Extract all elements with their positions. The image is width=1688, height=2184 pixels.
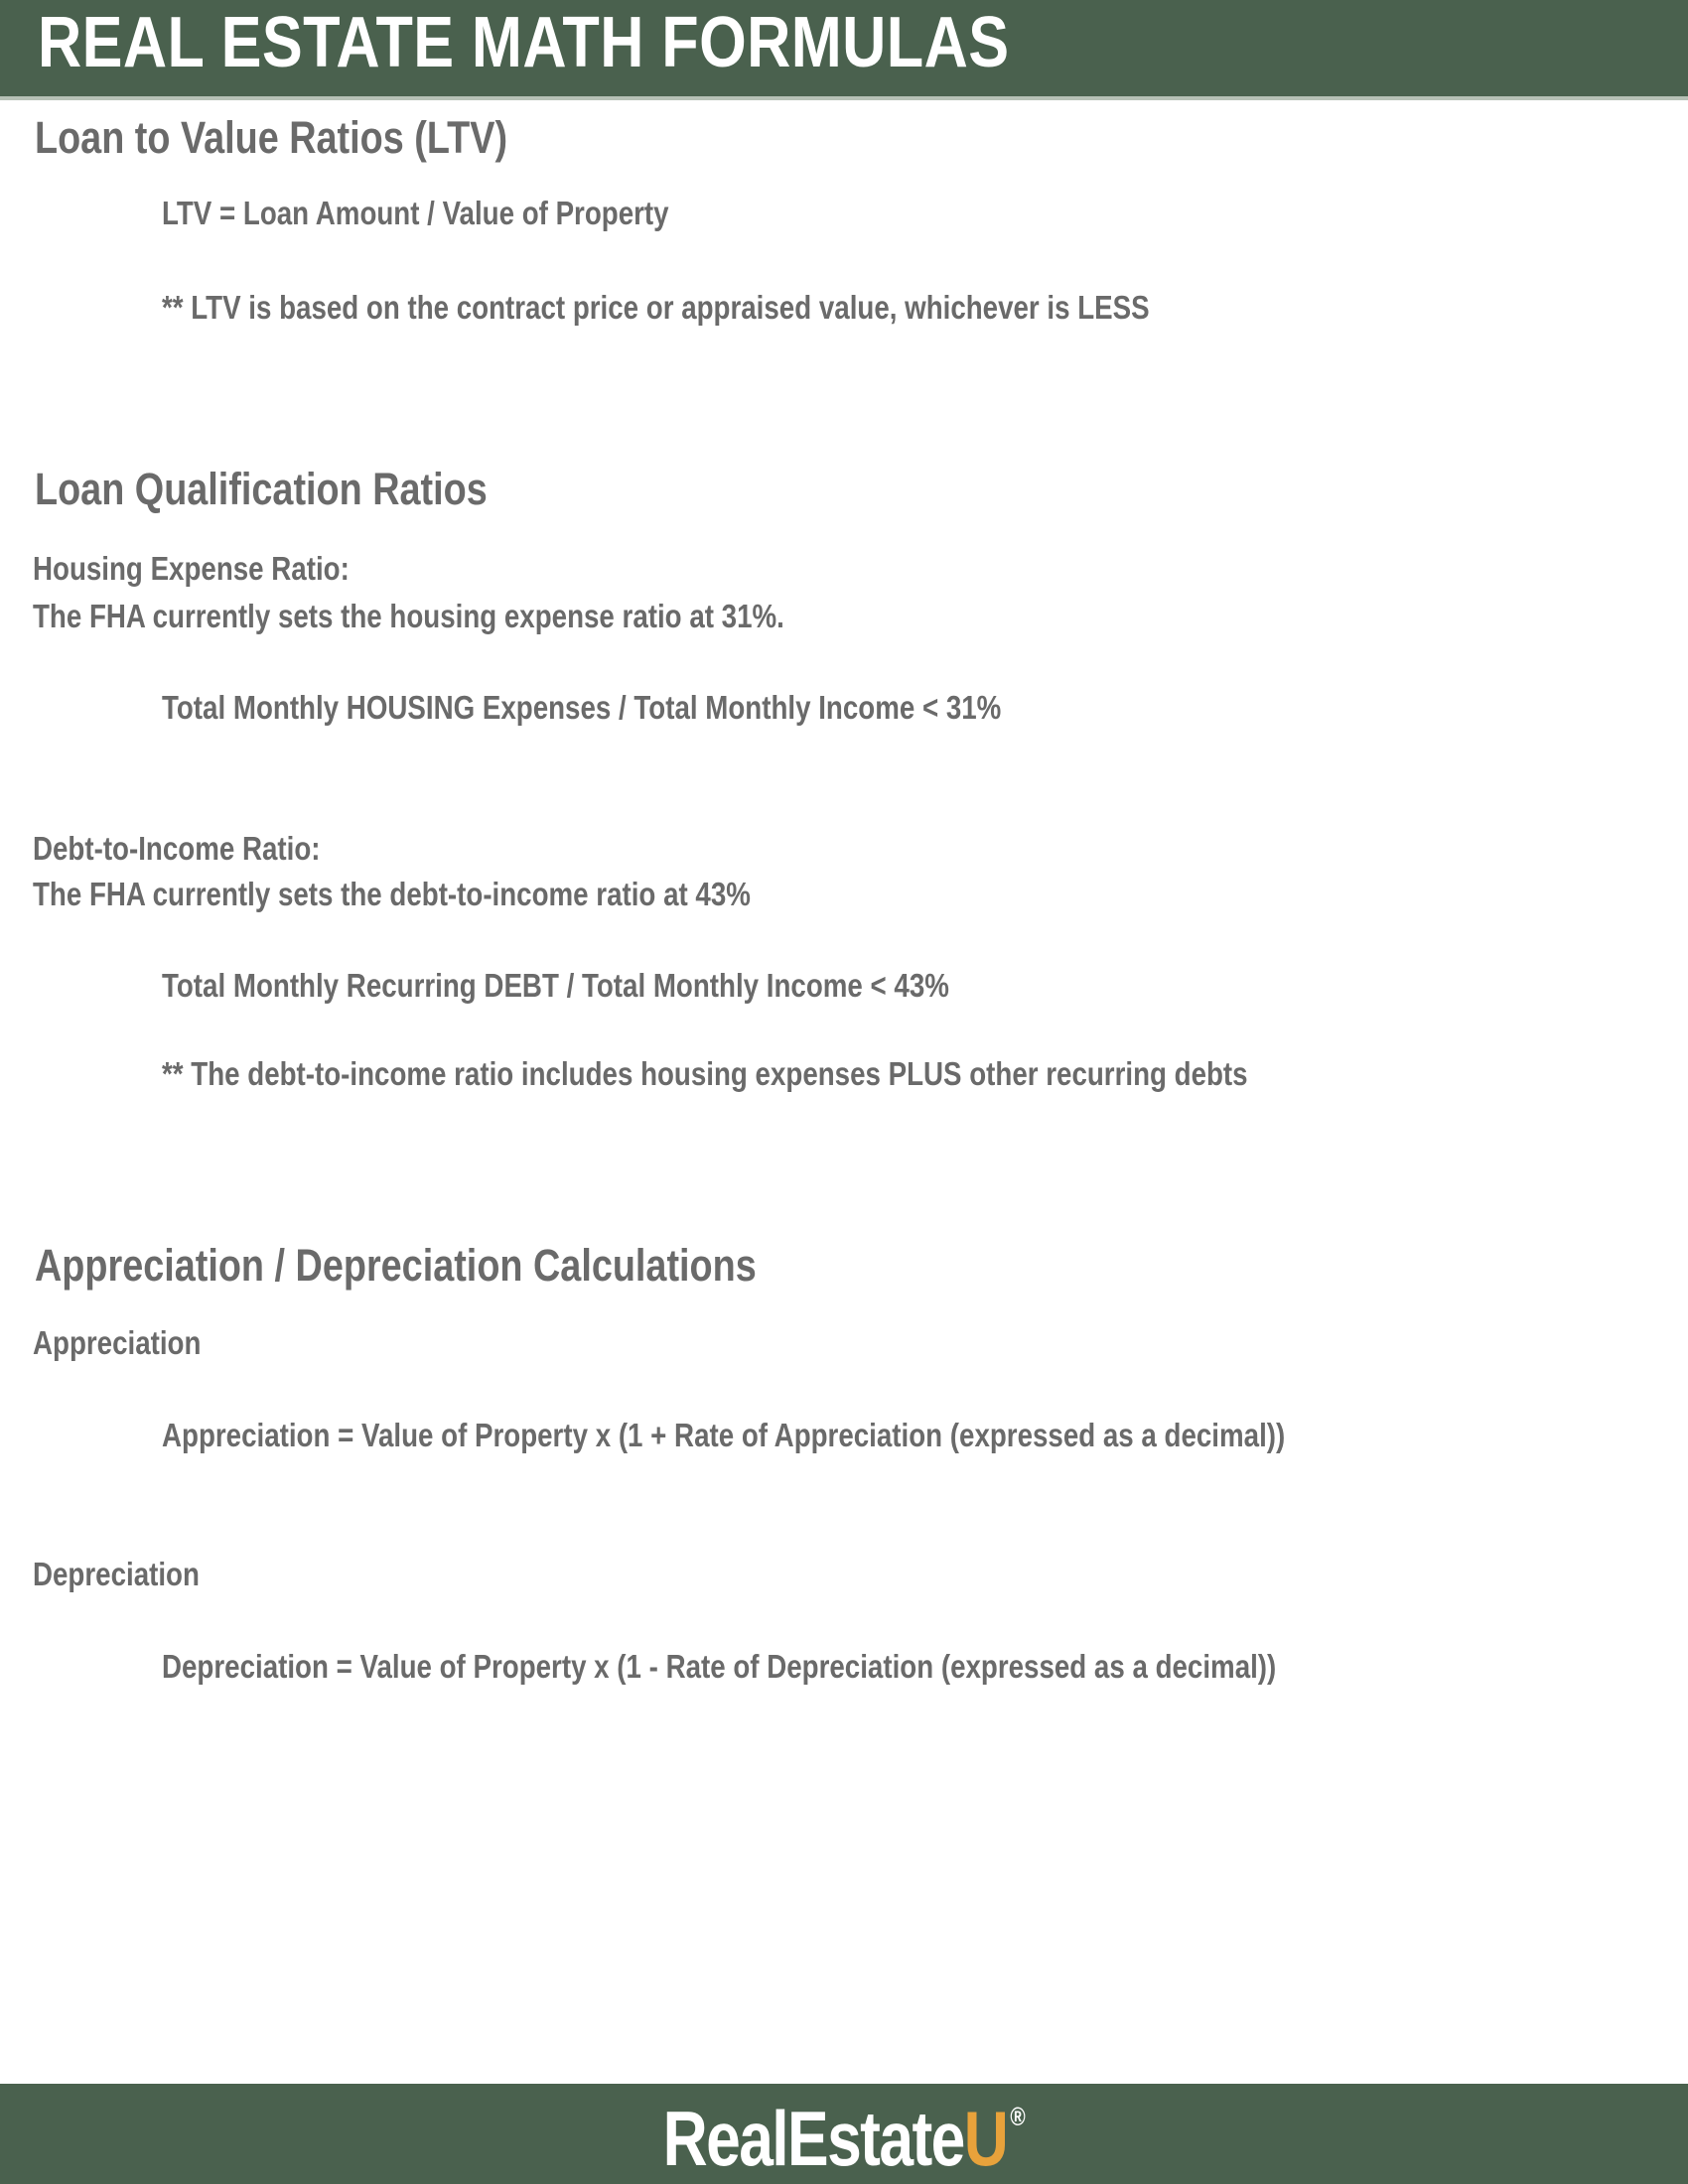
dti-formula: Total Monthly Recurring DEBT / Total Monthly Income < 43% xyxy=(162,967,949,1004)
housing-expense-ratio-description: The FHA currently sets the housing expense ratio at 31%. xyxy=(33,598,784,634)
dti-ratio-label: Debt-to-Income Ratio: xyxy=(33,830,321,867)
ltv-note: ** LTV is based on the contract price or appraised value, whichever is LESS xyxy=(162,289,1150,326)
housing-expense-formula: Total Monthly HOUSING Expenses / Total Monthly Income < 31% xyxy=(162,689,1002,726)
appreciation-formula: Appreciation = Value of Property x (1 + Rate of Appreciation (expressed as a decimal)) xyxy=(162,1417,1286,1453)
appreciation-label: Appreciation xyxy=(33,1324,202,1361)
housing-expense-ratio-label: Housing Expense Ratio: xyxy=(33,550,350,587)
brand-name-prefix: RealEstate xyxy=(662,2095,964,2182)
depreciation-label: Depreciation xyxy=(33,1556,200,1592)
brand-logo xyxy=(0,2094,1688,2184)
header-bar xyxy=(0,0,1688,100)
page-title: REAL ESTATE MATH FORMULAS xyxy=(38,3,1010,82)
section-heading-qualification: Loan Qualification Ratios xyxy=(35,464,488,514)
registered-trademark-icon: ® xyxy=(1010,2102,1026,2131)
brand-logo-text xyxy=(662,2095,1025,2182)
dti-note: ** The debt-to-income ratio includes housing expenses PLUS other recurring debts xyxy=(162,1055,1248,1092)
section-heading-appreciation-depreciation: Appreciation / Depreciation Calculations xyxy=(35,1240,757,1291)
dti-ratio-description: The FHA currently sets the debt-to-income ratio at 43% xyxy=(33,876,751,912)
depreciation-formula: Depreciation = Value of Property x (1 - Rate of Depreciation (expressed as a decimal)) xyxy=(162,1648,1277,1685)
section-heading-ltv: Loan to Value Ratios (LTV) xyxy=(35,112,508,163)
brand-name-u: U xyxy=(963,2095,1008,2182)
ltv-formula: LTV = Loan Amount / Value of Property xyxy=(162,195,669,231)
